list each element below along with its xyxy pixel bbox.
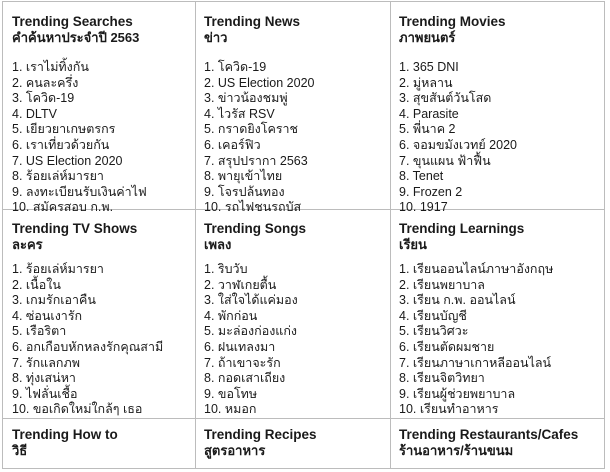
list-item: 10. เรียนทำอาหาร	[399, 402, 499, 417]
list-item: 4. DLTV	[12, 106, 57, 121]
section-subtitle: เพลง	[204, 237, 232, 252]
list-item: 6. เรียนตัดผมชาย	[399, 339, 495, 354]
section-header-tv-shows	[3, 221, 195, 253]
section-subtitle: ข่าว	[204, 30, 228, 45]
section-list-songs	[195, 262, 390, 418]
section-subtitle: คำค้นหาประจำปี 2563	[12, 30, 140, 45]
list-item: 6. อกเกือบหักหลงรักคุณสามี	[12, 339, 164, 354]
section-subtitle: ละคร	[12, 237, 43, 252]
list-item: 6. เราเที่ยวด้วยกัน	[12, 137, 110, 152]
list-item: 4. Parasite	[399, 106, 459, 121]
list-item: 4. ไวรัส RSV	[204, 106, 275, 121]
list-item: 5. พี่นาค 2	[399, 122, 456, 137]
list-item: 2. เรียนพยาบาล	[399, 277, 485, 292]
list-item: 3. สุขสันต์วันโสด	[399, 91, 492, 106]
section-header-movies	[390, 14, 604, 46]
section-title: Trending Restaurants/Cafes	[399, 427, 579, 442]
list-item: 1. เราไม่ทิ้งกัน	[12, 60, 89, 74]
list-item: 7. รักแลกภพ	[12, 355, 80, 370]
section-title: Trending Movies	[399, 14, 506, 29]
trending-table	[2, 1, 605, 469]
list-item: 8. กอดเสาเถียง	[204, 371, 286, 386]
section-header-news	[195, 14, 390, 46]
list-item: 1. โควิด-19	[204, 60, 267, 74]
section-title: Trending Searches	[12, 14, 133, 29]
list-item: 6. เคอร์ฟิว	[204, 137, 261, 152]
list-item: 4. เรียนบัญชี	[399, 308, 467, 323]
section-header-learnings	[390, 221, 604, 253]
section-list-movies	[390, 60, 604, 216]
list-item: 3. เรียน ก.พ. ออนไลน์	[399, 293, 516, 308]
list-item: 7. ขุนแผน ฟ้าฟื้น	[399, 153, 491, 168]
list-item: 5. เยียวยาเกษตรกร	[12, 122, 116, 137]
list-item: 1. เรียนออนไลน์ภาษาอังกฤษ	[399, 262, 554, 276]
list-item: 7. สรุปปรากา 2563	[204, 153, 308, 168]
list-item: 8. Tenet	[399, 169, 444, 184]
list-item: 1. 365 DNI	[399, 60, 459, 74]
row-divider	[3, 418, 604, 419]
list-item: 2. เนื้อใน	[12, 277, 61, 292]
list-item: 6. จอมขมังเวทย์ 2020	[399, 137, 517, 152]
list-item: 4. พักก่อน	[204, 308, 258, 323]
list-item: 9. ลงทะเบียนรับเงินค่าไฟ	[12, 184, 147, 199]
section-subtitle: สูตรอาหาร	[204, 443, 266, 458]
list-item: 2. คนละครึ่ง	[12, 75, 79, 90]
list-item: 9. Frozen 2	[399, 184, 463, 199]
list-item: 9. ไฟลั่นเชื้อ	[12, 386, 78, 401]
list-item: 8. ทุ่งเสน่หา	[12, 371, 76, 386]
section-header-searches	[3, 14, 195, 46]
list-item: 2. US Election 2020	[204, 75, 315, 90]
list-item: 3. เกมรักเอาคืน	[12, 293, 96, 308]
list-item: 10. หมอก	[204, 402, 257, 417]
list-item: 8. พายุเข้าไทย	[204, 169, 283, 184]
section-subtitle: เรียน	[399, 237, 427, 252]
section-header-how-to	[3, 427, 195, 459]
list-item: 5. เรียนวิศวะ	[399, 324, 469, 339]
list-item: 7. US Election 2020	[12, 153, 123, 168]
list-item: 9. โจรปล้นทอง	[204, 184, 285, 199]
list-item: 7. เรียนภาษาเกาหลีออนไลน์	[399, 355, 552, 370]
section-list-tv-shows	[3, 262, 195, 418]
list-item: 10. ขอเกิดใหม่ใกล้ๆ เธอ	[12, 402, 143, 417]
list-item: 2. มู่หลาน	[399, 75, 453, 90]
list-item: 3. ข่าวน้องชมพู่	[204, 91, 288, 106]
list-item: 5. เรือริตา	[12, 324, 67, 339]
section-title: Trending News	[204, 14, 301, 29]
section-header-songs	[195, 221, 390, 253]
section-subtitle: ภาพยนตร์	[399, 30, 456, 45]
section-list-learnings	[390, 262, 604, 418]
section-title: Trending Learnings	[399, 221, 525, 236]
list-item: 1. ร้อยเล่ห์มารยา	[12, 262, 104, 276]
section-title: Trending TV Shows	[12, 221, 138, 236]
list-item: 8. เรียนจิตวิทยา	[399, 371, 485, 386]
section-title: Trending Recipes	[204, 427, 317, 442]
list-item: 2. วาฬเกยตื้น	[204, 277, 277, 292]
list-item: 10. รถไฟชนรถบัส	[204, 200, 302, 215]
list-item: 9. เรียนผู้ช่วยพยาบาล	[399, 386, 516, 401]
section-subtitle: ร้านอาหาร/ร้านขนม	[399, 443, 514, 458]
section-list-searches	[3, 60, 195, 216]
list-item: 4. ซ่อนเงารัก	[12, 308, 83, 323]
list-item: 9. ขอโทษ	[204, 386, 258, 401]
list-item: 5. มะล่องก่องแก่ง	[204, 324, 298, 339]
list-item: 3. โควิด-19	[12, 91, 75, 106]
list-item: 6. ฝนเทลงมา	[204, 339, 276, 354]
section-header-restaurants-cafes	[390, 427, 604, 459]
list-item: 3. ใส่ใจได้แค่มอง	[204, 293, 298, 308]
section-title: Trending How to	[12, 427, 118, 442]
section-subtitle: วิธี	[12, 443, 28, 458]
section-header-recipes	[195, 427, 390, 459]
list-item: 1. ริบวับ	[204, 262, 248, 276]
list-item: 7. ถ้าเขาจะรัก	[204, 355, 281, 370]
section-list-news	[195, 60, 390, 216]
list-item: 10. สมัครสอบ ก.พ.	[12, 200, 114, 215]
list-item: 10. 1917	[399, 200, 448, 215]
section-title: Trending Songs	[204, 221, 307, 236]
list-item: 8. ร้อยเล่ห์มารยา	[12, 169, 104, 184]
list-item: 5. กราดยิงโคราช	[204, 122, 299, 137]
